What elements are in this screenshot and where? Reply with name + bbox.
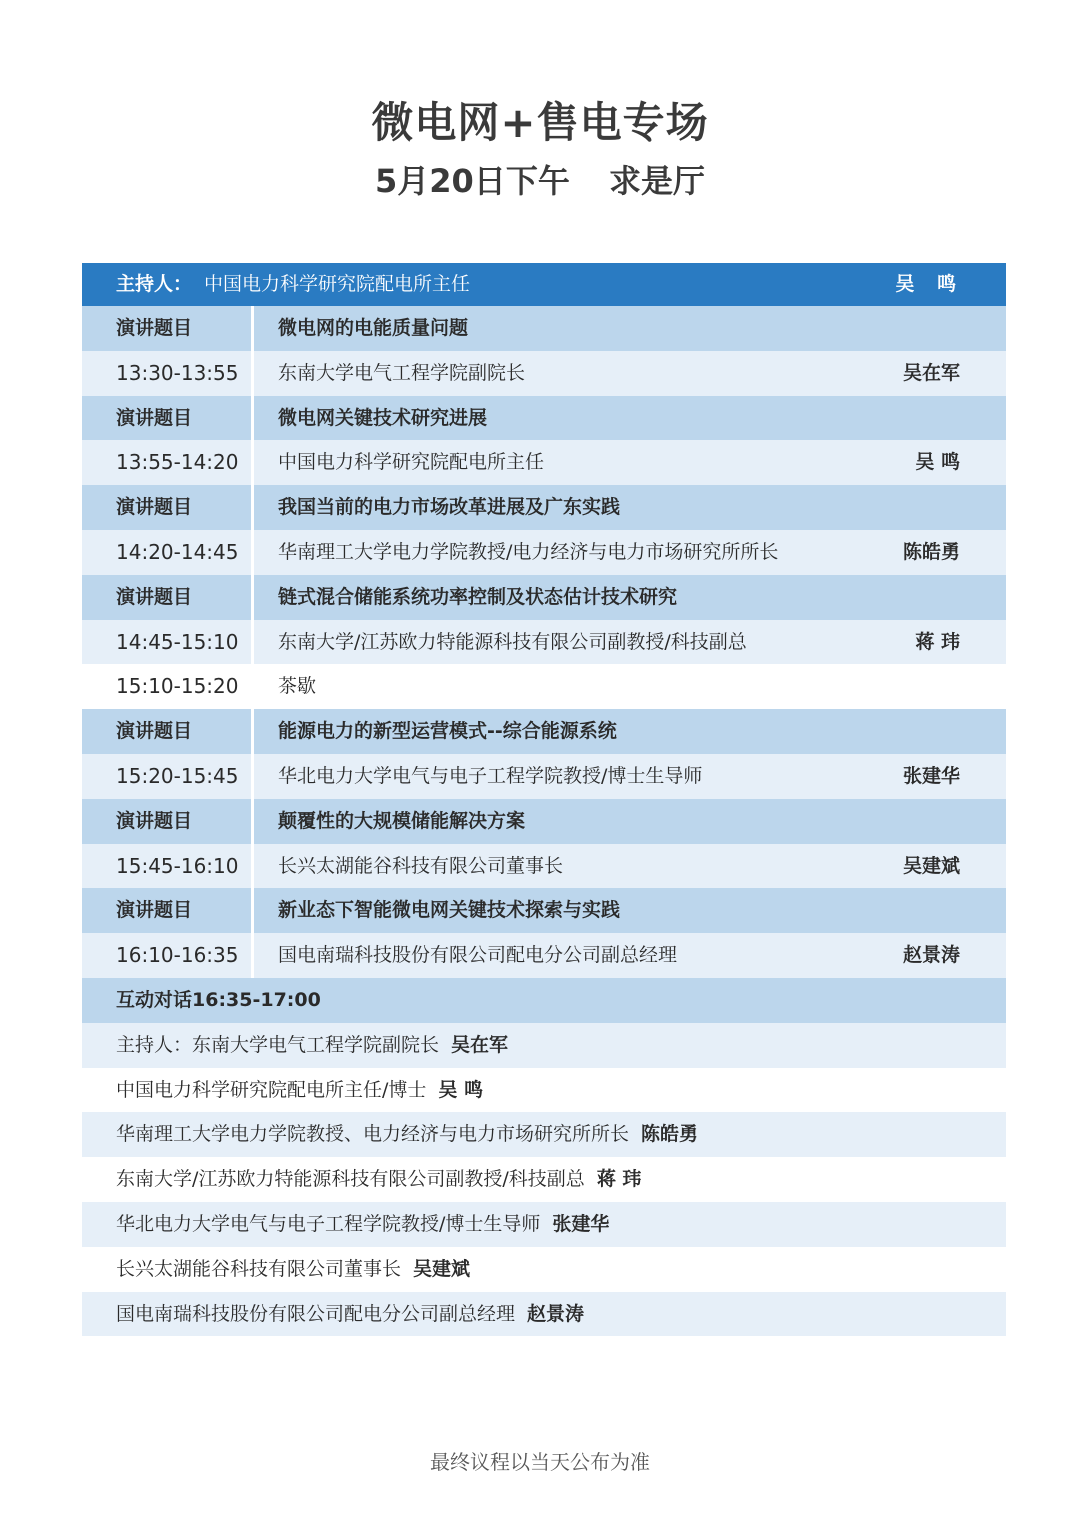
speaker-name: 吴建斌 — [902, 854, 960, 877]
topic-row — [82, 799, 1006, 844]
member-name: 蒋 玮 — [596, 1168, 642, 1191]
panel-member — [116, 1292, 584, 1337]
column-divider — [251, 754, 254, 799]
column-divider — [251, 396, 254, 441]
panel-member — [116, 1068, 483, 1113]
host-affiliation: 中国电力科学研究院配电所主任 — [204, 273, 471, 295]
speaker-affiliation: 华南理工大学电力学院教授/电力经济与电力市场研究所所长 — [278, 540, 779, 563]
talk-time: 15:45-16:10 — [116, 853, 239, 878]
panel-title: 互动对话16:35-17:00 — [116, 988, 321, 1011]
column-divider — [251, 351, 254, 396]
break-time: 15:10-15:20 — [116, 674, 239, 699]
member-affiliation: 国电南瑞科技股份有限公司配电分公司副总经理 — [116, 1302, 516, 1325]
speaker-affiliation: 华北电力大学电气与电子工程学院教授/博士生导师 — [278, 764, 703, 787]
talk-row — [82, 351, 1006, 396]
moderator-affiliation: 主持人：东南大学电气工程学院副院长 — [116, 1033, 440, 1056]
host-label: 主持人： — [116, 273, 193, 295]
member-affiliation: 华北电力大学电气与电子工程学院教授/博士生导师 — [116, 1212, 541, 1235]
topic-row — [82, 709, 1006, 754]
topic-title: 颠覆性的大规模储能解决方案 — [278, 809, 526, 832]
talk-time: 13:55-14:20 — [116, 450, 239, 475]
member-name: 吴建斌 — [413, 1257, 471, 1280]
topic-label: 演讲题目 — [116, 809, 193, 832]
session-info — [0, 156, 1080, 202]
column-divider — [251, 620, 254, 665]
panel-member — [116, 1112, 698, 1157]
talk-row — [82, 754, 1006, 799]
panel-member-row — [82, 1292, 1006, 1337]
agenda-table — [82, 263, 1006, 1336]
talk-row — [82, 530, 1006, 575]
topic-row — [82, 575, 1006, 620]
panel-member-row — [82, 1112, 1006, 1157]
topic-label: 演讲题目 — [116, 406, 193, 429]
moderator-name: 吴在军 — [451, 1033, 509, 1056]
column-divider — [251, 575, 254, 620]
topic-row — [82, 485, 1006, 530]
column-divider — [251, 306, 254, 351]
session-venue: 求是厅 — [608, 162, 705, 200]
column-divider — [251, 530, 254, 575]
column-divider — [251, 844, 254, 889]
panel-moderator-row — [82, 1023, 1006, 1068]
session-date: 5月20日下午 — [375, 162, 570, 200]
panel-member — [116, 1202, 609, 1247]
break-label: 茶歇 — [278, 675, 317, 698]
speaker-affiliation: 东南大学/江苏欧力特能源科技有限公司副教授/科技副总 — [278, 630, 747, 653]
panel-member-row — [82, 1202, 1006, 1247]
topic-title: 微电网关键技术研究进展 — [278, 406, 488, 429]
topic-label: 演讲题目 — [116, 899, 193, 922]
talk-time: 14:45-15:10 — [116, 629, 239, 654]
topic-row — [82, 888, 1006, 933]
speaker-affiliation: 长兴太湖能谷科技有限公司董事长 — [278, 854, 564, 877]
member-name: 陈皓勇 — [641, 1123, 699, 1146]
member-name: 张建华 — [552, 1212, 610, 1235]
topic-title: 新业态下智能微电网关键技术探索与实践 — [278, 899, 621, 922]
speaker-name: 赵景涛 — [902, 944, 960, 967]
column-divider — [251, 933, 254, 978]
speaker-affiliation: 东南大学电气工程学院副院长 — [278, 361, 526, 384]
column-divider — [251, 888, 254, 933]
talk-row — [82, 844, 1006, 889]
page-title: 微电网+售电专场 — [371, 98, 709, 147]
talk-row — [82, 620, 1006, 665]
host-row — [82, 263, 1006, 306]
topic-title: 微电网的电能质量问题 — [278, 317, 469, 339]
talk-row — [82, 440, 1006, 485]
member-name: 赵景涛 — [527, 1302, 585, 1325]
speaker-name: 蒋 玮 — [915, 630, 960, 653]
member-affiliation: 中国电力科学研究院配电所主任/博士 — [116, 1078, 427, 1101]
speaker-name: 吴在军 — [902, 361, 960, 384]
talk-time: 13:30-13:55 — [116, 360, 239, 385]
column-divider — [251, 709, 254, 754]
panel-title-row — [82, 978, 1006, 1023]
speaker-name: 吴 鸣 — [915, 451, 960, 474]
topic-label: 演讲题目 — [116, 496, 193, 519]
topic-title: 我国当前的电力市场改革进展及广东实践 — [278, 496, 621, 519]
topic-label: 演讲题目 — [116, 585, 193, 608]
panel-member — [116, 1247, 470, 1292]
member-name: 吴 鸣 — [438, 1078, 484, 1101]
talk-time: 16:10-16:35 — [116, 943, 239, 968]
panel-member-row — [82, 1068, 1006, 1113]
member-affiliation: 华南理工大学电力学院教授、电力经济与电力市场研究所所长 — [116, 1123, 630, 1146]
topic-title: 链式混合储能系统功率控制及状态估计技术研究 — [278, 585, 678, 608]
member-affiliation: 东南大学/江苏欧力特能源科技有限公司副教授/科技副总 — [116, 1168, 585, 1191]
column-divider — [251, 799, 254, 844]
member-affiliation: 长兴太湖能谷科技有限公司董事长 — [116, 1257, 402, 1280]
talk-row — [82, 933, 1006, 978]
column-divider — [251, 440, 254, 485]
column-divider — [251, 485, 254, 530]
topic-label: 演讲题目 — [116, 720, 193, 743]
panel-member — [116, 1157, 641, 1202]
host-name: 吴 鸣 — [895, 273, 964, 295]
panel-moderator — [116, 1023, 508, 1068]
topic-title: 能源电力的新型运营模式--综合能源系统 — [278, 720, 617, 743]
speaker-affiliation: 中国电力科学研究院配电所主任 — [278, 451, 545, 474]
topic-row — [82, 396, 1006, 441]
speaker-name: 张建华 — [902, 764, 960, 787]
panel-member-row — [82, 1247, 1006, 1292]
speaker-affiliation: 国电南瑞科技股份有限公司配电分公司副总经理 — [278, 944, 678, 967]
talk-time: 14:20-14:45 — [116, 539, 239, 564]
break-row — [82, 664, 1006, 709]
speaker-name: 陈皓勇 — [902, 540, 960, 563]
topic-row — [82, 306, 1006, 351]
talk-time: 15:20-15:45 — [116, 763, 239, 788]
footer-note: 最终议程以当天公布为准 — [430, 1450, 650, 1474]
topic-label: 演讲题目 — [116, 317, 193, 339]
panel-member-row — [82, 1157, 1006, 1202]
